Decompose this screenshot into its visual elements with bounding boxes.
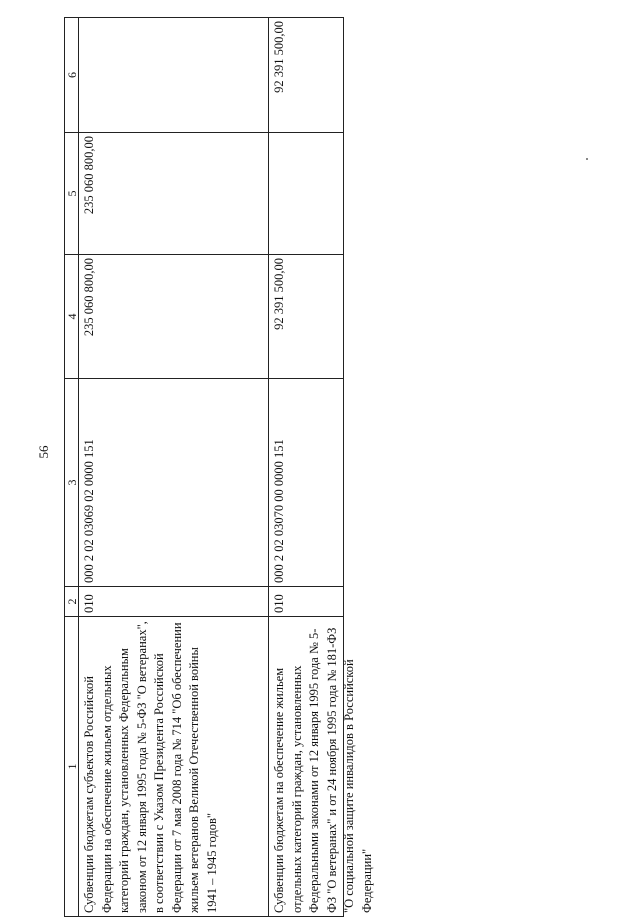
table-grid [64, 17, 374, 917]
row-1-col4: 235 060 800,00 [79, 254, 269, 378]
scan-speck [586, 158, 588, 160]
budget-table [64, 17, 374, 917]
row-1-code: 010 [79, 586, 269, 616]
row-2-kbk: 000 2 02 03070 00 0000 151 [269, 378, 343, 586]
header-col-3: 3 [65, 378, 79, 586]
header-col-5: 5 [65, 132, 79, 254]
row-2-code: 010 [269, 586, 343, 616]
page-number: 56 [36, 445, 51, 459]
row-1-col5: 235 060 800,00 [79, 132, 269, 254]
row-1-name: Субвенции бюджетам субъектов Российской Федерации на обеспечение жильем отдельных категорий граждан, установленных Федеральным законом от 12 января 1995 года № 5-ФЗ "О ветеранах", в соответствии с Указом Президента Российской Федерации от 7 мая 2008 года № 714 "Об обеспечении жильем ветеранов Великой Отечественной войны 1941 – 1945 годов" [79, 616, 269, 916]
row-1-kbk: 000 2 02 03069 02 0000 151 [79, 378, 269, 586]
header-col-4: 4 [65, 254, 79, 378]
header-col-2: 2 [65, 586, 79, 616]
row-1-col6 [79, 18, 269, 132]
header-col-1: 1 [65, 616, 79, 916]
row-2-col5 [269, 132, 343, 254]
header-col-6: 6 [65, 18, 79, 132]
row-2-col4: 92 391 500,00 [269, 254, 343, 378]
row-2-name: Субвенции бюджетам на обеспечение жильем отдельных категорий граждан, установленных Федеральными законами от 12 января 1995 года № 5-ФЗ "О ветеранах" и от 24 ноября 1995 года № 181-ФЗ "О социальной защите инвалидов в Российской Федерации" [269, 616, 343, 916]
row-2-col6: 92 391 500,00 [272, 21, 286, 93]
